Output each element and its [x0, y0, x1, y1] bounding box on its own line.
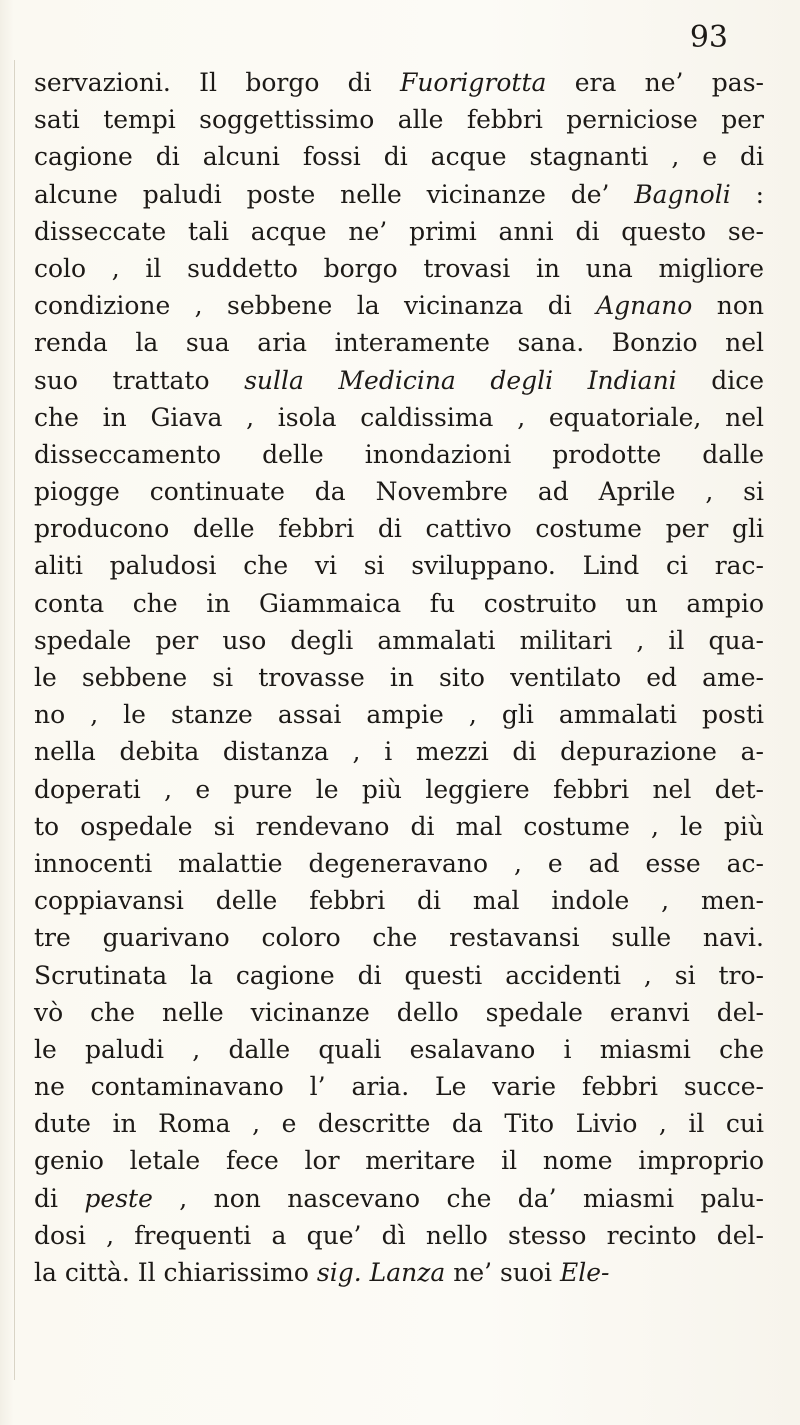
text-segment — [362, 1258, 370, 1287]
text-segment: aliti paludosi che vi si sviluppano. Lind ci rac- — [34, 551, 764, 581]
text-line — [34, 436, 764, 473]
italic-text: Ele- — [559, 1258, 610, 1287]
text-line — [34, 919, 764, 956]
text-line — [34, 213, 764, 250]
text-segment: di — [34, 1183, 85, 1213]
text-line — [34, 1105, 764, 1142]
text-segment: : — [730, 179, 764, 209]
text-segment: condizione , sebbene la vicinanza di — [34, 291, 597, 321]
text-segment: non — [692, 291, 764, 321]
text-segment: che in Giava , isola caldissima , equatoriale, nel — [34, 402, 764, 432]
text-line — [34, 547, 764, 584]
text-segment: coppiavansi delle febbri di mal indole , men- — [34, 886, 764, 916]
text-segment: era ne’ pas- — [546, 68, 764, 97]
text-segment: ne’ suoi — [445, 1258, 560, 1287]
text-segment: disseccate tali acque ne’ primi anni di questo se- — [34, 216, 764, 246]
text-line — [34, 1254, 764, 1291]
text-line — [34, 64, 764, 101]
text-segment: spedale per uso degli ammalati militari , il qua- — [34, 625, 764, 655]
text-line — [34, 1142, 764, 1179]
text-segment: producono delle febbri di cattivo costume per gli — [34, 514, 764, 544]
italic-text: Agnano — [596, 291, 693, 321]
text-segment: no , le stanze assai ampie , gli ammalati posti — [34, 700, 764, 730]
text-line — [34, 138, 764, 175]
italic-text: Fuorigrotta — [399, 68, 547, 97]
text-line — [34, 696, 764, 733]
text-segment: disseccamento delle inondazioni prodotte dalle — [34, 439, 764, 469]
text-line — [34, 250, 764, 287]
text-segment: suo trattato — [34, 365, 245, 395]
text-segment: dosi , frequenti a que’ dì nello stesso recinto del- — [34, 1220, 764, 1250]
text-segment: nella debita distanza , i mezzi di depurazione a- — [34, 737, 764, 767]
text-segment: ne contaminavano l’ aria. Le varie febbri succe- — [34, 1072, 764, 1102]
text-segment: vò che nelle vicinanze dello spedale eranvi del- — [34, 997, 764, 1027]
italic-text: sig. — [316, 1258, 362, 1287]
text-line — [34, 845, 764, 882]
page-gutter-edge — [14, 60, 15, 1380]
text-line — [34, 882, 764, 919]
text-segment: alcune paludi poste nelle vicinanze de’ — [34, 179, 635, 209]
text-line — [34, 473, 764, 510]
text-segment: tre guarivano coloro che restavansi sulle navi. — [34, 923, 764, 953]
text-segment: piogge continuate da Novembre ad Aprile , si — [34, 477, 764, 507]
text-line — [34, 1068, 764, 1105]
text-line — [34, 510, 764, 547]
text-segment: servazioni. Il borgo di — [34, 68, 400, 97]
text-segment: cagione di alcuni fossi di acque stagnanti , e di — [34, 142, 764, 172]
text-segment: le paludi , dalle quali esalavano i miasmi che — [34, 1034, 764, 1064]
text-line — [34, 101, 764, 138]
text-segment: dice — [676, 365, 765, 395]
italic-text: Bagnoli — [634, 179, 731, 209]
text-segment: dute in Roma , e descritte da Tito Livio , il cui — [34, 1109, 764, 1139]
text-line — [34, 324, 764, 361]
text-line — [34, 399, 764, 436]
italic-text: Lanza — [369, 1258, 446, 1287]
text-line — [34, 176, 764, 213]
text-segment: doperati , e pure le più leggiere febbri nel det- — [34, 774, 764, 804]
text-segment: genio letale fece lor meritare il nome improprio — [34, 1146, 764, 1176]
text-line — [34, 771, 764, 808]
text-line — [34, 622, 764, 659]
page-number: 93 — [689, 20, 728, 55]
italic-text: peste — [84, 1183, 153, 1213]
text-segment: Scrutinata la cagione di questi accidenti , si tro- — [34, 960, 764, 990]
text-segment: sati tempi soggettissimo alle febbri perniciose per — [34, 105, 764, 135]
text-line — [34, 733, 764, 770]
text-line — [34, 1031, 764, 1068]
text-line — [34, 1180, 764, 1217]
italic-text: sulla Medicina degli Indiani — [244, 365, 677, 395]
text-segment: conta che in Giammaica fu costruito un ampio — [34, 588, 764, 618]
text-segment: le sebbene si trovasse in sito ventilato ed ame- — [34, 663, 764, 692]
body-text — [34, 64, 764, 1291]
text-line — [34, 659, 764, 696]
text-segment: to ospedale si rendevano di mal costume , le più — [34, 811, 764, 841]
text-segment: colo , il suddetto borgo trovasi in una migliore — [34, 253, 764, 283]
text-segment: innocenti malattie degeneravano , e ad esse ac- — [34, 848, 764, 878]
text-segment: la città. Il chiarissimo — [34, 1258, 317, 1287]
text-line — [34, 287, 764, 324]
text-segment: , non nascevano che da’ miasmi palu- — [152, 1183, 765, 1213]
text-line — [34, 362, 764, 399]
text-segment: renda la sua aria interamente sana. Bonzio nel — [34, 328, 764, 358]
text-line — [34, 808, 764, 845]
text-line — [34, 957, 764, 994]
text-line — [34, 1217, 764, 1254]
text-line — [34, 585, 764, 622]
text-line — [34, 994, 764, 1031]
